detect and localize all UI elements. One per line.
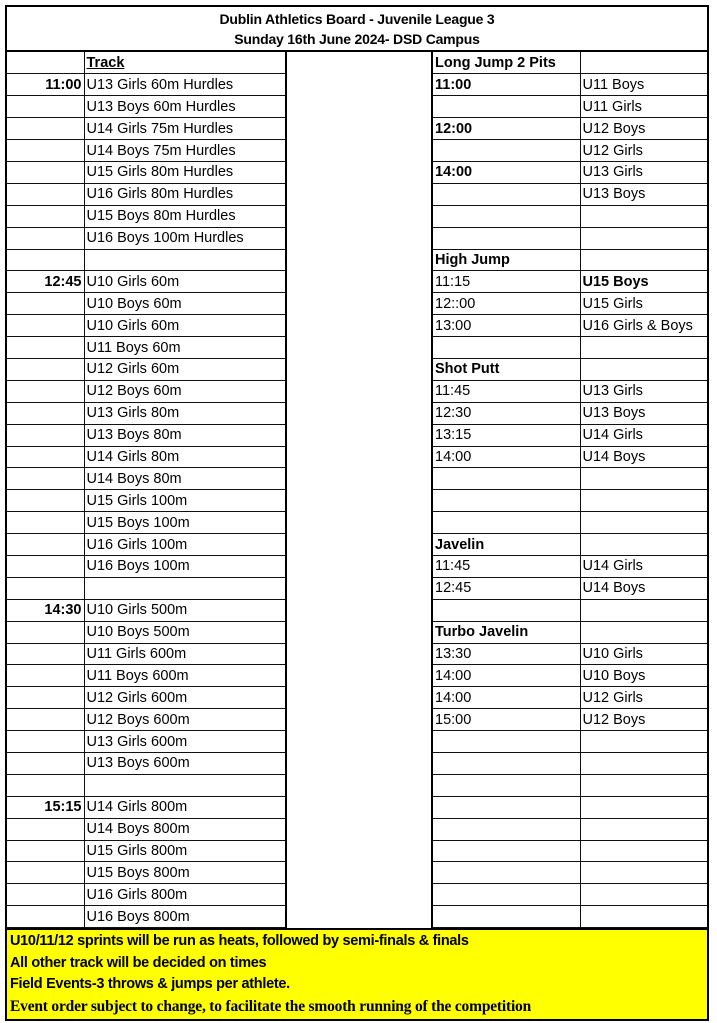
field-event-cell [580, 731, 707, 753]
track-event-cell: U12 Boys 60m [84, 380, 286, 402]
track-event-cell: U11 Boys 60m [84, 337, 286, 359]
track-time-cell: 12:45 [7, 271, 84, 293]
field-time-cell [432, 774, 580, 796]
field-event-cell: U13 Boys [580, 402, 707, 424]
field-event-cell [580, 337, 707, 359]
track-time-cell [7, 862, 84, 884]
track-time-cell [7, 555, 84, 577]
field-event-cell [580, 249, 707, 271]
field-time-cell: 13:30 [432, 643, 580, 665]
track-event-cell: U12 Boys 600m [84, 709, 286, 731]
field-event-cell [580, 774, 707, 796]
field-event-cell [580, 621, 707, 643]
note-track: All other track will be decided on times [10, 954, 267, 971]
field-event-cell: U11 Boys [580, 74, 707, 96]
track-time-cell [7, 402, 84, 424]
track-time-cell [7, 731, 84, 753]
field-event-cell [580, 818, 707, 840]
field-time-cell [432, 818, 580, 840]
field-event-cell: U14 Girls [580, 424, 707, 446]
field-event-cell [580, 52, 707, 74]
field-event-cell: U13 Boys [580, 183, 707, 205]
field-time-cell [432, 862, 580, 884]
field-event-cell: U12 Girls [580, 687, 707, 709]
field-time-cell [432, 753, 580, 775]
field-time-cell [432, 490, 580, 512]
field-time-cell [432, 96, 580, 118]
track-event-cell: U14 Boys 80m [84, 468, 286, 490]
track-event-cell: U13 Boys 600m [84, 753, 286, 775]
track-time-cell [7, 621, 84, 643]
track-event-cell: U16 Girls 100m [84, 534, 286, 556]
track-event-cell: U16 Girls 800m [84, 884, 286, 906]
field-time-cell [432, 796, 580, 818]
field-time-cell [432, 840, 580, 862]
field-time-cell [432, 337, 580, 359]
track-time-cell [7, 774, 84, 796]
field-time-cell: 13:00 [432, 315, 580, 337]
field-time-cell [432, 512, 580, 534]
track-event-cell: U15 Boys 80m Hurdles [84, 205, 286, 227]
field-event-cell: U14 Girls [580, 555, 707, 577]
field-section-heading: Long Jump 2 Pits [432, 52, 580, 74]
track-event-cell: U14 Girls 800m [84, 796, 286, 818]
track-event-cell: U14 Girls 80m [84, 446, 286, 468]
field-event-cell [580, 205, 707, 227]
field-event-cell: U12 Boys [580, 709, 707, 731]
field-event-cell [580, 599, 707, 621]
field-section-heading: Javelin [432, 534, 580, 556]
track-event-cell: U15 Boys 100m [84, 512, 286, 534]
track-time-cell: 14:30 [7, 599, 84, 621]
track-event-cell: U16 Boys 800m [84, 906, 286, 928]
track-time-cell [7, 424, 84, 446]
field-time-cell: 12:45 [432, 577, 580, 599]
field-event-cell: U10 Girls [580, 643, 707, 665]
field-time-cell: 15:00 [432, 709, 580, 731]
field-event-cell: U14 Boys [580, 577, 707, 599]
field-time-cell [432, 731, 580, 753]
track-time-cell [7, 140, 84, 162]
field-event-cell [580, 534, 707, 556]
page-title: Dublin Athletics Board - Juvenile League 3 [219, 11, 495, 27]
track-event-cell: U13 Boys 60m Hurdles [84, 96, 286, 118]
track-event-cell [84, 249, 286, 271]
track-time-cell [7, 818, 84, 840]
track-time-cell [7, 512, 84, 534]
notes-box [7, 928, 707, 1019]
field-time-cell: 14:00 [432, 161, 580, 183]
field-time-cell [432, 140, 580, 162]
schedule-sheet [5, 5, 709, 1021]
field-event-cell [580, 468, 707, 490]
field-event-cell [580, 906, 707, 928]
field-time-cell [432, 906, 580, 928]
field-event-cell [580, 862, 707, 884]
track-time-cell [7, 840, 84, 862]
note-field: Field Events-3 throws & jumps per athlete. [10, 976, 290, 993]
track-time-cell [7, 161, 84, 183]
track-event-cell: U15 Girls 100m [84, 490, 286, 512]
track-time-cell [7, 118, 84, 140]
track-event-cell: U10 Boys 500m [84, 621, 286, 643]
track-time-cell: 15:15 [7, 796, 84, 818]
field-time-cell: 12:00 [432, 118, 580, 140]
track-event-cell: U14 Boys 800m [84, 818, 286, 840]
track-time-cell [7, 490, 84, 512]
field-event-cell [580, 512, 707, 534]
field-event-cell: U12 Girls [580, 140, 707, 162]
page-subtitle: Sunday 16th June 2024- DSD Campus [234, 31, 480, 47]
track-event-cell: U12 Girls 600m [84, 687, 286, 709]
track-time-cell [7, 665, 84, 687]
track-event-cell: U11 Girls 600m [84, 643, 286, 665]
track-time-cell [7, 709, 84, 731]
track-event-cell: U14 Boys 75m Hurdles [84, 140, 286, 162]
track-event-cell: U13 Girls 80m [84, 402, 286, 424]
track-event-cell: U15 Boys 800m [84, 862, 286, 884]
field-time-cell: 14:00 [432, 446, 580, 468]
title-block [7, 7, 707, 52]
track-time-cell [7, 205, 84, 227]
track-time-cell [7, 884, 84, 906]
track-event-cell: U11 Boys 600m [84, 665, 286, 687]
field-event-cell: U13 Girls [580, 161, 707, 183]
field-event-cell: U15 Girls [580, 293, 707, 315]
field-time-cell [432, 468, 580, 490]
track-event-cell: U13 Girls 600m [84, 731, 286, 753]
field-event-cell: U14 Boys [580, 446, 707, 468]
track-time-cell [7, 249, 84, 271]
track-time-cell [7, 468, 84, 490]
track-event-cell: U12 Girls 60m [84, 358, 286, 380]
field-event-cell [580, 490, 707, 512]
track-heading-label: Track [86, 54, 125, 71]
field-time-cell: 14:00 [432, 687, 580, 709]
spacer-column [286, 52, 432, 928]
field-event-cell: U15 Boys [580, 271, 707, 293]
field-time-cell [432, 884, 580, 906]
note-sprints: U10/11/12 sprints will be run as heats, followed by semi-finals & finals [10, 933, 469, 950]
track-time-cell: 11:00 [7, 74, 84, 96]
track-time-cell [7, 643, 84, 665]
field-time-cell: 13:15 [432, 424, 580, 446]
track-time-cell [7, 315, 84, 337]
track-time-cell [7, 183, 84, 205]
track-event-cell: U15 Girls 800m [84, 840, 286, 862]
track-event-cell: U10 Boys 60m [84, 293, 286, 315]
field-time-cell [432, 183, 580, 205]
track-time-cell [7, 906, 84, 928]
field-time-cell [432, 227, 580, 249]
track-event-cell [84, 774, 286, 796]
track-time-cell [7, 534, 84, 556]
track-event-cell: U13 Girls 60m Hurdles [84, 74, 286, 96]
table-row [7, 52, 707, 74]
field-event-cell [580, 753, 707, 775]
field-time-cell [432, 205, 580, 227]
track-time-cell [7, 293, 84, 315]
field-section-heading: High Jump [432, 249, 580, 271]
schedule-table [7, 52, 707, 928]
track-time-cell [7, 52, 84, 74]
field-event-cell: U11 Girls [580, 96, 707, 118]
field-time-cell: 14:00 [432, 665, 580, 687]
track-event-cell: U13 Boys 80m [84, 424, 286, 446]
field-event-cell [580, 796, 707, 818]
field-time-cell [432, 599, 580, 621]
field-event-cell [580, 884, 707, 906]
track-time-cell [7, 358, 84, 380]
track-event-cell: U16 Boys 100m Hurdles [84, 227, 286, 249]
field-time-cell: 12:30 [432, 402, 580, 424]
track-time-cell [7, 446, 84, 468]
track-event-cell: U14 Girls 75m Hurdles [84, 118, 286, 140]
track-heading [84, 52, 286, 74]
field-event-cell: U13 Girls [580, 380, 707, 402]
field-time-cell: 11:45 [432, 380, 580, 402]
field-event-cell: U12 Boys [580, 118, 707, 140]
track-event-cell [84, 577, 286, 599]
field-section-heading: Shot Putt [432, 358, 580, 380]
track-event-cell: U10 Girls 500m [84, 599, 286, 621]
track-event-cell: U15 Girls 80m Hurdles [84, 161, 286, 183]
track-event-cell: U10 Girls 60m [84, 315, 286, 337]
track-time-cell [7, 337, 84, 359]
field-time-cell: 11:15 [432, 271, 580, 293]
track-event-cell: U10 Girls 60m [84, 271, 286, 293]
field-event-cell [580, 840, 707, 862]
track-time-cell [7, 577, 84, 599]
field-event-cell: U10 Boys [580, 665, 707, 687]
track-time-cell [7, 227, 84, 249]
field-event-cell [580, 358, 707, 380]
track-event-cell: U16 Girls 80m Hurdles [84, 183, 286, 205]
field-time-cell: 11:00 [432, 74, 580, 96]
track-time-cell [7, 687, 84, 709]
track-time-cell [7, 96, 84, 118]
track-time-cell [7, 380, 84, 402]
field-section-heading: Turbo Javelin [432, 621, 580, 643]
field-event-cell: U16 Girls & Boys [580, 315, 707, 337]
track-event-cell: U16 Boys 100m [84, 555, 286, 577]
field-time-cell: 11:45 [432, 555, 580, 577]
track-time-cell [7, 753, 84, 775]
field-event-cell [580, 227, 707, 249]
note-order: Event order subject to change, to facilitate the smooth running of the competition [10, 997, 532, 1015]
field-time-cell: 12::00 [432, 293, 580, 315]
